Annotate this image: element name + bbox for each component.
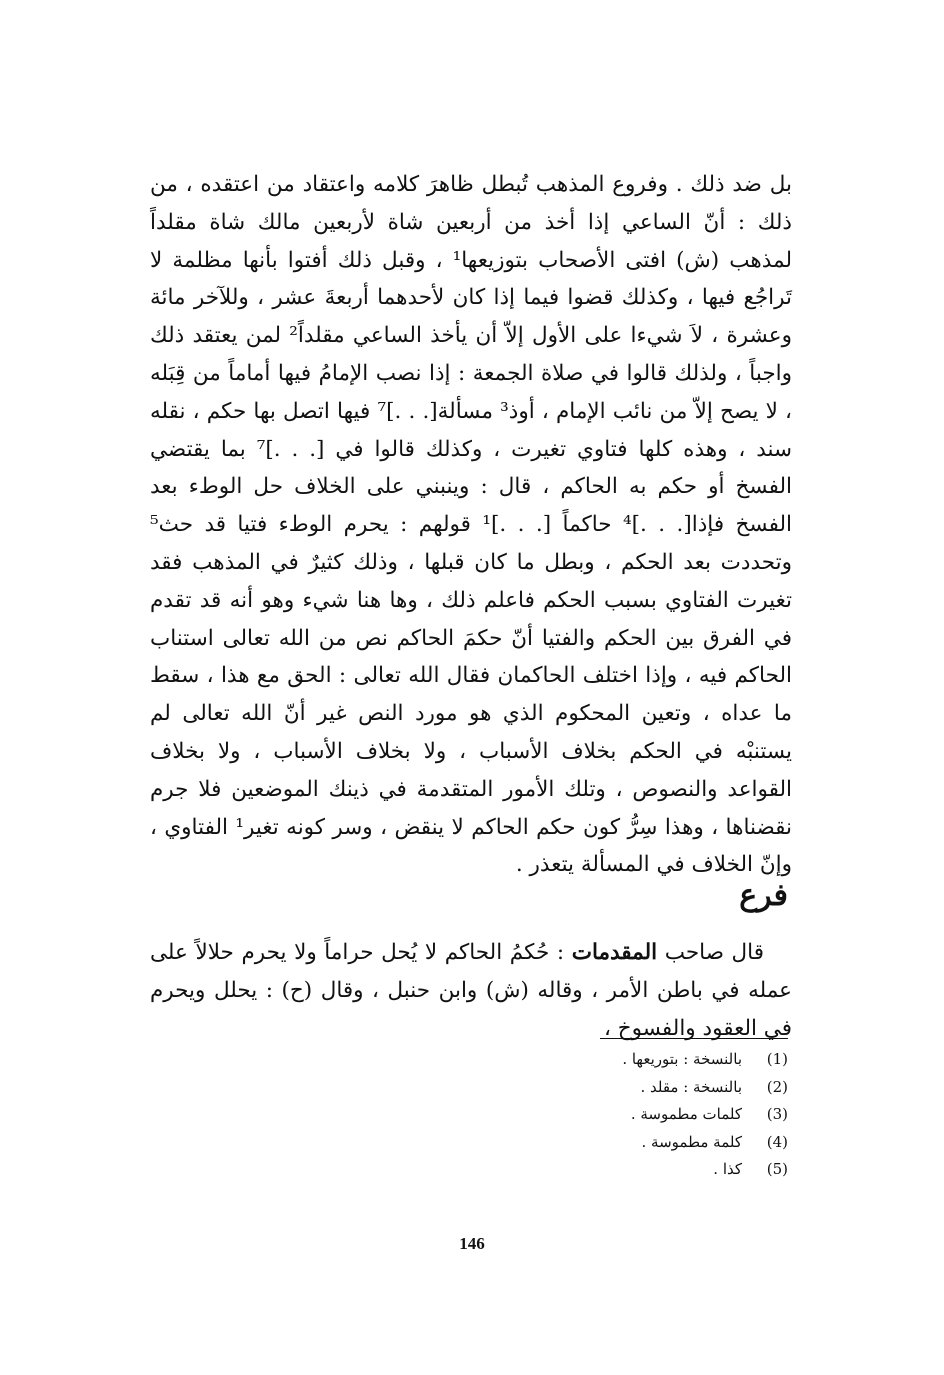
footnote-item: [500, 1156, 788, 1184]
footnote-text: كلمة مطموسة .: [641, 1132, 742, 1151]
body-paragraph: بل ضد ذلك . وفروع المذهب تُبطل ظاهرَ كلامه واعتقاد من اعتقده ، من ذلك : أنّ الساعي إذا أخذ من أربعين شاة لأربعين مالك شاة مقلداً لمذهب (ش) افتى الأصحاب بتوزيعها¹ ، وقبل ذلك أفتوا بأنها مظلمة لا تَراجُع فيها ، وكذلك قضوا فيما إذا كان لأحدهما أربعةَ عشر ، وللآخر مائة وعشرة ، لاَ شيءا على الأول إلاّ أن يأخذ الساعي مقلداً² لمن يعتقد ذلك واجباً ، ولذلك قالوا في صلاة الجمعة : إذا نصب الإمامُ فيها أماماً من قِبَله ، لا يصح إلاّ من نائب الإمام ، أوذ³ مسألة[. . .]⁷ فيها اتصل بها حكم ، نقله سند ، وهذه كلها فتاوي تغيرت ، وكذلك قالوا في [. . .]⁷ بما يقتضي الفسخ أو حكم به الحاكم ، قال : وينبني على الخلاف حل الوطء بعد الفسخ فإذا[. . .]⁴ حاكماً [. . .]¹ قولهم : يحرم الوطء فتيا قد حث⁵ وتحددت بعد الحكم ، وبطل ما كان قبلها ، وذلك كثيرٌ في المذهب فقد تغيرت الفتاوي بسبب الحكم فاعلم ذلك ، وها هنا شيء وهو أنه قد تقدم في الفرق بين الحكم والفتيا أنّ حكمَ الحاكم نص من الله تعالى استناب الحاكم فيه ، وإذا اختلف الحاكمان فقال الله تعالى : الحق مع هذا ، سقط ما عداه ، وتعين المحكوم الذي هو مورد النص غير أنّ الله تعالى لم يستنبْه في الحكم بخلاف الأسباب ، ولا بخلاف الأسباب ، ولا بخلاف القواعد والنصوص ، وتلك الأمور المتقدمة في ذينك الموضعين فلا جرم نقضناها ، وهذا سِرُّ كون حكم الحاكم لا ينقض ، وسر كونه تغير¹ الفتاوي ، وإنّ الخلاف في المسألة يتعذر .: [150, 172, 792, 878]
footnote-text: كلمات مطموسة .: [630, 1105, 742, 1123]
footnote-divider: [600, 1038, 788, 1039]
footnote-item: [500, 1074, 788, 1102]
footnote-number: (5): [766, 1160, 788, 1178]
bold-term: المقدمات: [571, 940, 658, 965]
footnote-item: [500, 1101, 788, 1129]
footnote-item: [500, 1046, 788, 1074]
footnote-number: (2): [766, 1077, 788, 1096]
footnote-number: (3): [766, 1105, 788, 1123]
footnote-number: (4): [766, 1132, 788, 1151]
footnote-text: بالنسخة : مقلد .: [640, 1077, 742, 1096]
footnote-number: (1): [766, 1050, 788, 1068]
section-heading: فرع: [739, 878, 788, 913]
footnote-item: [500, 1129, 788, 1157]
footnote-text: بالنسخة : بتوريعها .: [622, 1050, 742, 1068]
paragraph-intro: قال صاحب: [657, 940, 764, 965]
paragraph-rest: : حُكمُ الحاكم لا يُحل حراماً ولا يحرم حلالاً على عمله في باطن الأمر ، وقاله (ش) وابن حنبل ، وقال (ح) : يحلل ويحرم في العقود والفسوخ ،: [150, 940, 792, 1041]
footnotes: [500, 1046, 788, 1184]
second-paragraph: [150, 934, 792, 1047]
footnote-text: كذا .: [713, 1160, 742, 1178]
page-number: 146: [459, 1234, 485, 1253]
